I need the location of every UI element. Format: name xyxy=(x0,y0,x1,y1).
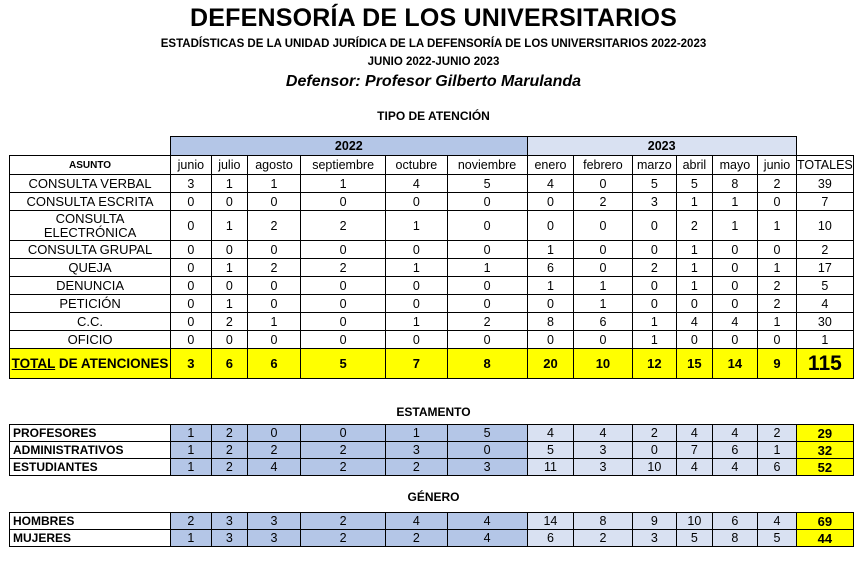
table-cell: 6 xyxy=(527,530,574,547)
table-cell: 4 xyxy=(712,313,758,331)
table-cell: 0 xyxy=(574,211,632,241)
table-cell: 3 xyxy=(211,513,247,530)
table-cell: 0 xyxy=(574,241,632,259)
table-cell: 0 xyxy=(712,331,758,349)
table-cell: 4 xyxy=(677,313,712,331)
table-cell: 4 xyxy=(677,459,712,476)
table-cell: 1 xyxy=(758,259,796,277)
table-cell: 0 xyxy=(248,241,301,259)
column-header-month: noviembre xyxy=(447,156,527,175)
defensor-name: Defensor: Profesor Gilberto Marulanda xyxy=(285,73,582,90)
table-cell: 1 xyxy=(677,277,712,295)
table-cell: 0 xyxy=(248,331,301,349)
table-cell: 1 xyxy=(758,211,796,241)
table-row xyxy=(10,277,854,295)
blank-cell xyxy=(10,137,171,156)
section-title-estamento: ESTAMENTO xyxy=(396,405,471,419)
table-cell: 2 xyxy=(574,193,632,211)
table-cell: 2 xyxy=(301,259,386,277)
table-cell: 1 xyxy=(527,277,574,295)
row-total: 30 xyxy=(796,313,853,331)
table-cell: 2 xyxy=(758,295,796,313)
table-row xyxy=(10,513,854,530)
table-cell: 0 xyxy=(211,331,247,349)
column-header-month: junio xyxy=(758,156,796,175)
column-header-month: enero xyxy=(527,156,574,175)
table-cell: 6 xyxy=(527,259,574,277)
report-period: JUNIO 2022-JUNIO 2023 xyxy=(367,56,500,68)
table-cell: 0 xyxy=(301,331,386,349)
table-cell: 1 xyxy=(677,193,712,211)
total-cell: 6 xyxy=(248,349,301,379)
row-label: QUEJA xyxy=(10,259,171,277)
row-total: 1 xyxy=(796,331,853,349)
table-cell: 1 xyxy=(301,175,386,193)
table-cell: 2 xyxy=(301,459,386,476)
table-cell: 4 xyxy=(677,425,712,442)
table-cell: 0 xyxy=(447,277,527,295)
table-cell: 0 xyxy=(248,295,301,313)
table-cell: 1 xyxy=(211,259,247,277)
row-label: CONSULTA VERBAL xyxy=(10,175,171,193)
genero-table xyxy=(9,512,854,547)
table-cell: 0 xyxy=(447,442,527,459)
table-cell: 0 xyxy=(301,277,386,295)
table-cell: 1 xyxy=(574,277,632,295)
month-header-row xyxy=(10,156,854,175)
table-cell: 4 xyxy=(386,513,447,530)
table-cell: 1 xyxy=(677,241,712,259)
table-row xyxy=(10,331,854,349)
table-cell: 0 xyxy=(386,295,447,313)
table-cell: 5 xyxy=(447,175,527,193)
total-cell: 12 xyxy=(632,349,677,379)
column-header-month: julio xyxy=(211,156,247,175)
table-row xyxy=(10,193,854,211)
table-cell: 0 xyxy=(211,241,247,259)
table-cell: 2 xyxy=(301,513,386,530)
table-cell: 1 xyxy=(211,295,247,313)
blank-cell xyxy=(796,137,853,156)
table-cell: 1 xyxy=(712,211,758,241)
table-cell: 0 xyxy=(301,295,386,313)
table-cell: 0 xyxy=(447,295,527,313)
table-cell: 0 xyxy=(301,425,386,442)
table-cell: 1 xyxy=(386,313,447,331)
row-total: 69 xyxy=(796,513,853,530)
table-cell: 0 xyxy=(632,277,677,295)
table-cell: 0 xyxy=(171,241,212,259)
table-cell: 10 xyxy=(677,513,712,530)
table-cell: 0 xyxy=(211,277,247,295)
table-cell: 0 xyxy=(447,211,527,241)
section-title-genero: GÉNERO xyxy=(407,490,460,504)
table-cell: 0 xyxy=(248,425,301,442)
row-label: HOMBRES xyxy=(10,513,171,530)
table-cell: 1 xyxy=(527,241,574,259)
row-label: DENUNCIA xyxy=(10,277,171,295)
table-cell: 2 xyxy=(171,513,212,530)
table-cell: 0 xyxy=(301,313,386,331)
table-cell: 8 xyxy=(712,530,758,547)
row-label: MUJERES xyxy=(10,530,171,547)
table-cell: 5 xyxy=(758,530,796,547)
table-cell: 0 xyxy=(632,241,677,259)
table-cell: 2 xyxy=(211,442,247,459)
row-total: 2 xyxy=(796,241,853,259)
year-2022-header: 2022 xyxy=(171,137,527,156)
table-cell: 2 xyxy=(211,313,247,331)
total-cell: 10 xyxy=(574,349,632,379)
table-row xyxy=(10,313,854,331)
table-cell: 2 xyxy=(677,211,712,241)
table-cell: 6 xyxy=(712,442,758,459)
table-cell: 0 xyxy=(527,331,574,349)
table-cell: 3 xyxy=(447,459,527,476)
table-cell: 0 xyxy=(758,241,796,259)
table-cell: 1 xyxy=(211,211,247,241)
table-cell: 5 xyxy=(677,175,712,193)
row-label: PROFESORES xyxy=(10,425,171,442)
table-cell: 0 xyxy=(447,241,527,259)
table-cell: 0 xyxy=(712,241,758,259)
table-cell: 0 xyxy=(211,193,247,211)
table-cell: 0 xyxy=(574,175,632,193)
row-label: CONSULTA GRUPAL xyxy=(10,241,171,259)
table-cell: 4 xyxy=(527,175,574,193)
table-row xyxy=(10,211,854,241)
row-total: 39 xyxy=(796,175,853,193)
table-cell: 0 xyxy=(386,241,447,259)
column-header-totales: TOTALES xyxy=(796,156,853,175)
table-cell: 0 xyxy=(447,193,527,211)
column-header-month: abril xyxy=(677,156,712,175)
table-cell: 4 xyxy=(574,425,632,442)
table-cell: 3 xyxy=(211,530,247,547)
table-cell: 0 xyxy=(758,331,796,349)
table-cell: 6 xyxy=(712,513,758,530)
table-cell: 0 xyxy=(677,295,712,313)
table-cell: 1 xyxy=(386,259,447,277)
table-cell: 8 xyxy=(574,513,632,530)
table-cell: 0 xyxy=(758,193,796,211)
table-cell: 5 xyxy=(447,425,527,442)
table-cell: 0 xyxy=(301,241,386,259)
table-cell: 0 xyxy=(677,331,712,349)
total-label-rest: DE ATENCIONES xyxy=(55,355,169,371)
row-label: ESTUDIANTES xyxy=(10,459,171,476)
year-2023-header: 2023 xyxy=(527,137,796,156)
table-cell: 2 xyxy=(301,530,386,547)
table-cell: 0 xyxy=(171,277,212,295)
page-title: DEFENSORÍA DE LOS UNIVERSITARIOS xyxy=(189,4,677,32)
table-cell: 6 xyxy=(758,459,796,476)
table-row xyxy=(10,175,854,193)
total-cell: 3 xyxy=(171,349,212,379)
total-cell: 8 xyxy=(447,349,527,379)
row-total: 7 xyxy=(796,193,853,211)
table-cell: 4 xyxy=(758,513,796,530)
table-cell: 0 xyxy=(171,313,212,331)
table-cell: 0 xyxy=(632,211,677,241)
table-cell: 2 xyxy=(248,259,301,277)
table-cell: 0 xyxy=(447,331,527,349)
section-title-tipo-atencion: TIPO DE ATENCIÓN xyxy=(377,109,490,123)
row-total: 52 xyxy=(796,459,853,476)
table-cell: 0 xyxy=(386,193,447,211)
table-cell: 11 xyxy=(527,459,574,476)
row-total: 44 xyxy=(796,530,853,547)
row-total: 29 xyxy=(796,425,853,442)
row-label: ADMINISTRATIVOS xyxy=(10,442,171,459)
table-row xyxy=(10,295,854,313)
table-cell: 4 xyxy=(447,513,527,530)
table-cell: 0 xyxy=(171,259,212,277)
table-cell: 4 xyxy=(248,459,301,476)
column-header-month: febrero xyxy=(574,156,632,175)
table-cell: 1 xyxy=(211,175,247,193)
table-cell: 8 xyxy=(712,175,758,193)
table-cell: 3 xyxy=(632,193,677,211)
table-cell: 1 xyxy=(712,193,758,211)
table-cell: 1 xyxy=(248,175,301,193)
table-cell: 1 xyxy=(171,530,212,547)
column-header-month: octubre xyxy=(386,156,447,175)
column-header-month: marzo xyxy=(632,156,677,175)
table-row xyxy=(10,442,854,459)
column-header-month: agosto xyxy=(248,156,301,175)
table-cell: 0 xyxy=(712,259,758,277)
table-cell: 4 xyxy=(447,530,527,547)
table-cell: 9 xyxy=(632,513,677,530)
total-label-underlined: TOTAL xyxy=(11,355,56,371)
column-header-month: junio xyxy=(171,156,212,175)
table-cell: 0 xyxy=(171,193,212,211)
table-cell: 2 xyxy=(758,425,796,442)
table-cell: 0 xyxy=(386,277,447,295)
table-cell: 1 xyxy=(386,425,447,442)
table-cell: 0 xyxy=(527,193,574,211)
table-cell: 2 xyxy=(301,211,386,241)
table-cell: 3 xyxy=(632,530,677,547)
table-row xyxy=(10,530,854,547)
table-cell: 1 xyxy=(171,459,212,476)
table-cell: 2 xyxy=(248,442,301,459)
column-header-month: mayo xyxy=(712,156,758,175)
table-cell: 0 xyxy=(527,211,574,241)
total-cell: 5 xyxy=(301,349,386,379)
table-cell: 4 xyxy=(527,425,574,442)
row-label: CONSULTA ELECTRÓNICA xyxy=(10,211,171,241)
table-cell: 1 xyxy=(386,211,447,241)
table-cell: 5 xyxy=(677,530,712,547)
table-cell: 1 xyxy=(171,425,212,442)
table-cell: 0 xyxy=(574,259,632,277)
tipo-atencion-table xyxy=(9,136,854,379)
table-cell: 7 xyxy=(677,442,712,459)
table-cell: 1 xyxy=(248,313,301,331)
table-cell: 4 xyxy=(386,175,447,193)
total-row xyxy=(10,349,854,379)
table-cell: 4 xyxy=(712,425,758,442)
table-cell: 2 xyxy=(386,459,447,476)
table-cell: 0 xyxy=(248,193,301,211)
page-subtitle: ESTADÍSTICAS DE LA UNIDAD JURÍDICA DE LA DEFENSORÍA DE LOS UNIVERSITARIOS 2022-2023 xyxy=(160,38,707,50)
table-cell: 3 xyxy=(574,442,632,459)
table-cell: 3 xyxy=(248,530,301,547)
table-cell: 0 xyxy=(574,331,632,349)
table-cell: 0 xyxy=(248,277,301,295)
table-cell: 14 xyxy=(527,513,574,530)
row-label: PETICIÓN xyxy=(10,295,171,313)
table-cell: 2 xyxy=(758,175,796,193)
table-cell: 1 xyxy=(447,259,527,277)
total-cell: 7 xyxy=(386,349,447,379)
table-cell: 2 xyxy=(574,530,632,547)
table-cell: 8 xyxy=(527,313,574,331)
estamento-table xyxy=(9,424,854,476)
table-cell: 4 xyxy=(712,459,758,476)
table-row xyxy=(10,259,854,277)
column-header-month: septiembre xyxy=(301,156,386,175)
table-cell: 2 xyxy=(758,277,796,295)
table-cell: 1 xyxy=(632,313,677,331)
table-cell: 1 xyxy=(632,331,677,349)
table-cell: 1 xyxy=(574,295,632,313)
grand-total: 115 xyxy=(796,349,853,379)
table-cell: 3 xyxy=(248,513,301,530)
row-label: CONSULTA ESCRITA xyxy=(10,193,171,211)
table-cell: 2 xyxy=(248,211,301,241)
table-cell: 5 xyxy=(527,442,574,459)
table-cell: 0 xyxy=(527,295,574,313)
table-cell: 2 xyxy=(386,530,447,547)
table-row xyxy=(10,425,854,442)
table-cell: 0 xyxy=(712,295,758,313)
table-cell: 0 xyxy=(171,295,212,313)
table-cell: 2 xyxy=(632,425,677,442)
table-cell: 10 xyxy=(632,459,677,476)
table-cell: 2 xyxy=(301,442,386,459)
table-cell: 2 xyxy=(447,313,527,331)
row-total: 10 xyxy=(796,211,853,241)
table-row xyxy=(10,459,854,476)
table-cell: 5 xyxy=(632,175,677,193)
table-cell: 2 xyxy=(632,259,677,277)
table-cell: 0 xyxy=(171,331,212,349)
table-row xyxy=(10,241,854,259)
table-cell: 1 xyxy=(677,259,712,277)
row-total: 32 xyxy=(796,442,853,459)
tipo-atencion-body xyxy=(10,175,854,379)
column-header-asunto: ASUNTO xyxy=(10,156,171,175)
total-cell: 14 xyxy=(712,349,758,379)
row-total: 4 xyxy=(796,295,853,313)
total-cell: 9 xyxy=(758,349,796,379)
total-cell: 6 xyxy=(211,349,247,379)
row-label: OFICIO xyxy=(10,331,171,349)
table-cell: 0 xyxy=(712,277,758,295)
table-cell: 0 xyxy=(632,295,677,313)
row-label: C.C. xyxy=(10,313,171,331)
total-cell: 15 xyxy=(677,349,712,379)
table-cell: 1 xyxy=(758,442,796,459)
table-cell: 1 xyxy=(171,442,212,459)
table-cell: 6 xyxy=(574,313,632,331)
total-row-label xyxy=(10,349,171,379)
row-total: 17 xyxy=(796,259,853,277)
total-cell: 20 xyxy=(527,349,574,379)
table-cell: 3 xyxy=(574,459,632,476)
table-cell: 2 xyxy=(211,459,247,476)
table-cell: 0 xyxy=(301,193,386,211)
row-total: 5 xyxy=(796,277,853,295)
table-cell: 0 xyxy=(171,211,212,241)
table-cell: 1 xyxy=(758,313,796,331)
year-header-row xyxy=(10,137,854,156)
table-cell: 2 xyxy=(211,425,247,442)
table-cell: 0 xyxy=(386,331,447,349)
table-cell: 3 xyxy=(171,175,212,193)
table-cell: 3 xyxy=(386,442,447,459)
table-cell: 0 xyxy=(632,442,677,459)
